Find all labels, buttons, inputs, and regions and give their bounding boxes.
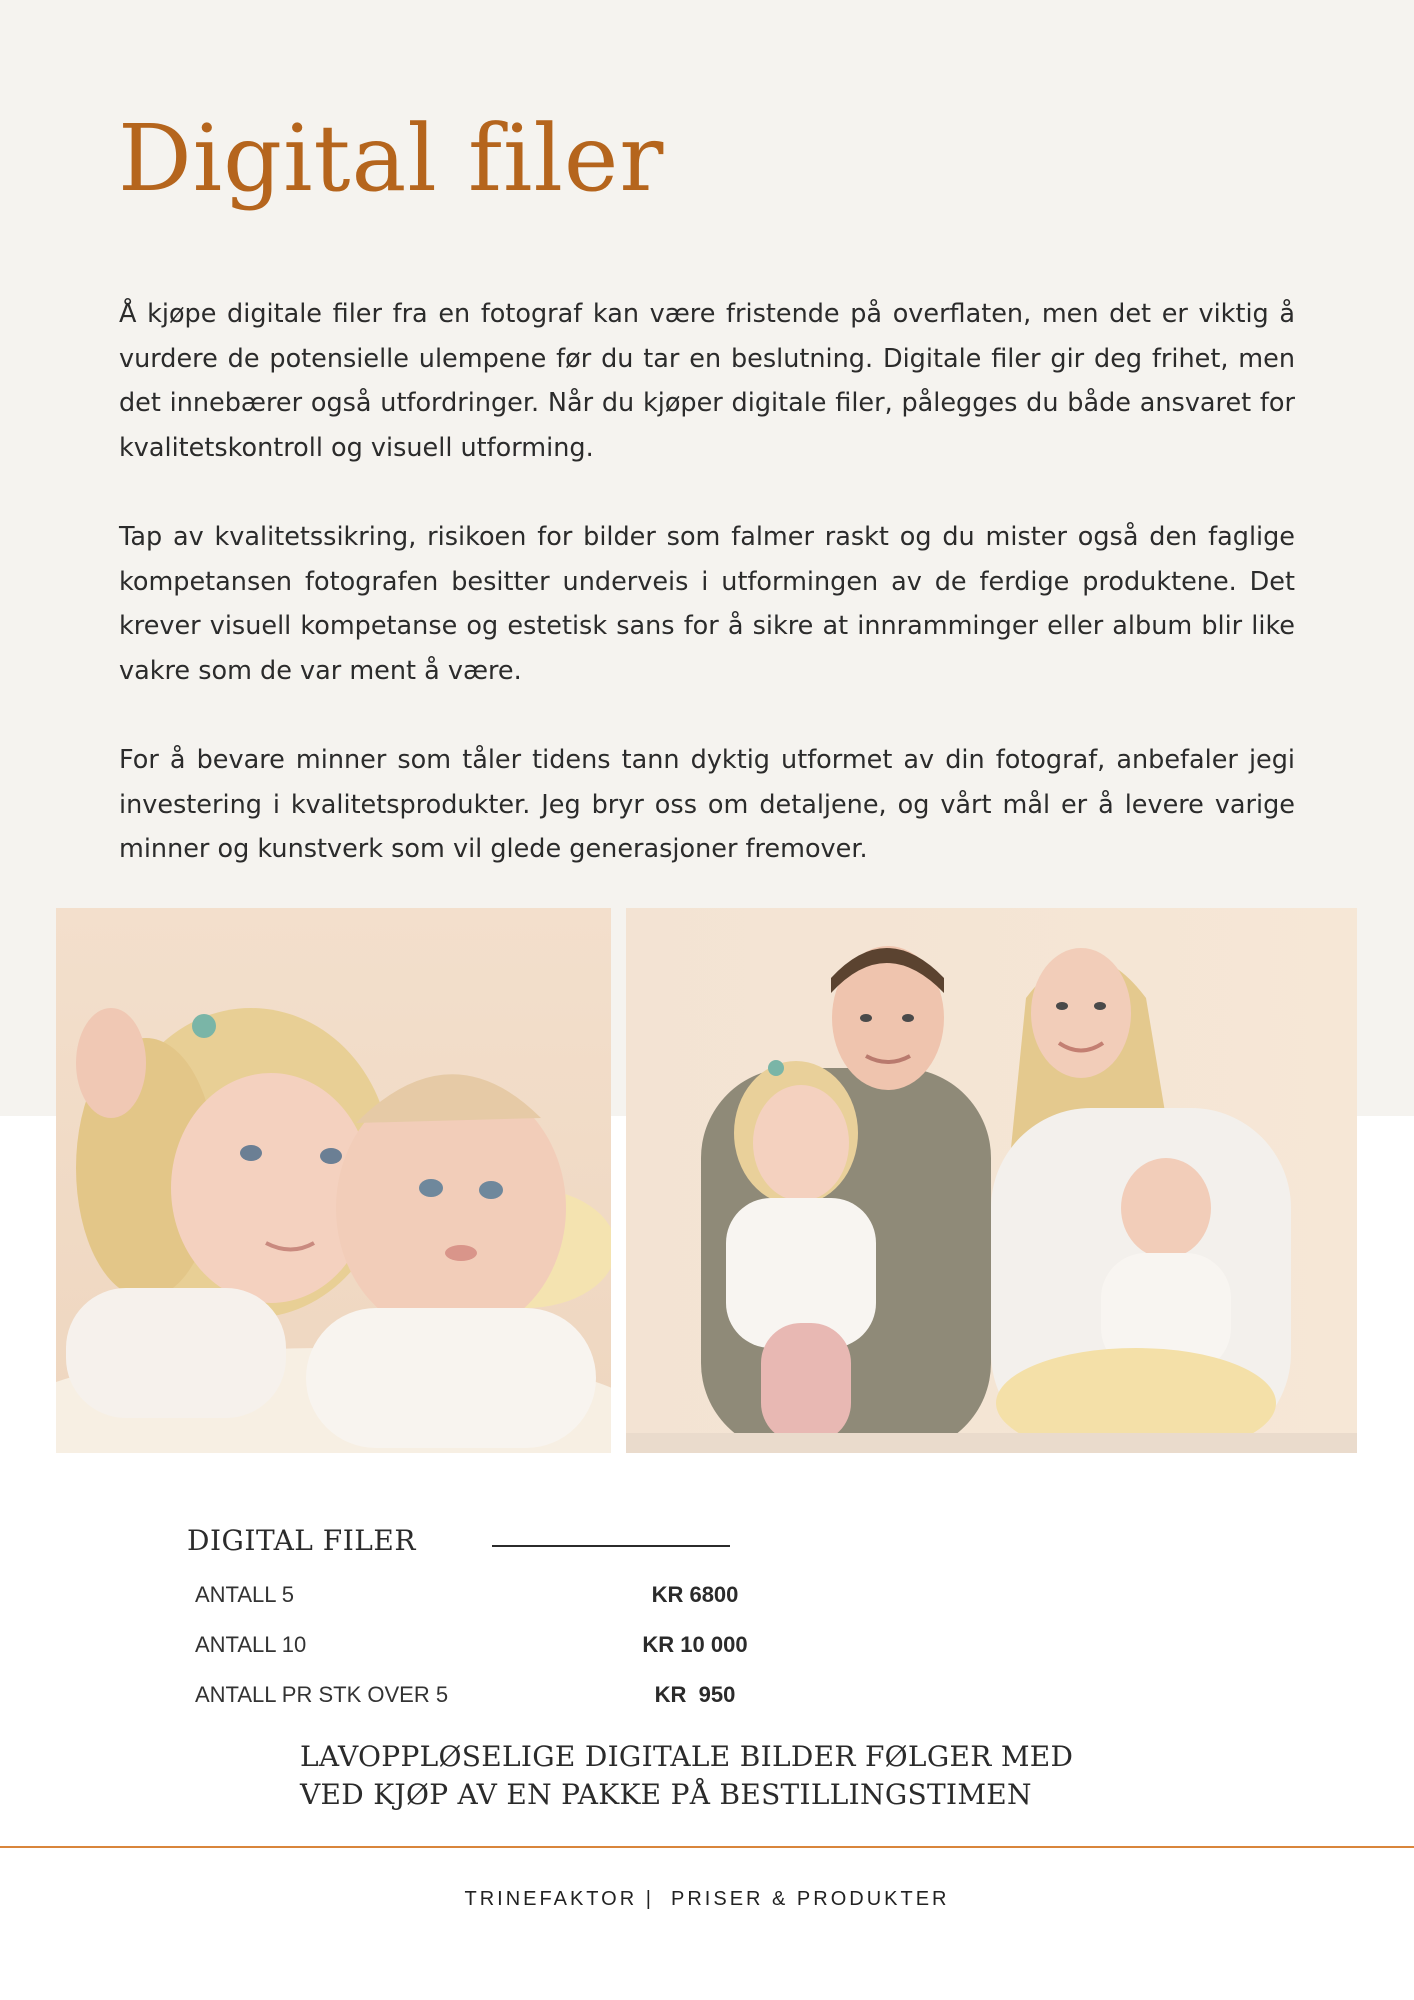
price-row [0,1582,1414,1618]
price-list-divider [492,1545,730,1547]
paragraph-2: Tap av kvalitetssikring, risikoen for bilder som falmer raskt og du mister også den faglige kompetansen fotografen besitter underveis i utformingen av de ferdige produktene. Det krever visuell kompetanse og estetisk sans for å sikre at innramminger eller album blir like vakre som de var ment å være. [119,522,1295,686]
price-row-value: KR 10 000 [642,1632,748,1657]
price-row [0,1632,1414,1668]
package-note-line-2: VED KJØP AV EN PAKKE PÅ BESTILLINGSTIMEN [300,1778,1032,1811]
price-row-value: KR 950 [654,1682,736,1707]
page-title: Digital filer [118,105,665,212]
price-row-label: ANTALL 5 [195,1582,295,1607]
body-text [119,292,1295,917]
price-list-title: DIGITAL FILER [187,1524,416,1557]
price-row-value: KR 6800 [651,1582,739,1607]
price-row [0,1682,1414,1718]
paragraph-3: For å bevare minner som tåler tidens tann dyktig utformet av din fotograf, anbefaler jegi investering i kvalitetsprodukter. Jeg bryr oss om detaljene, og vårt mål er å levere varige minner og kunstverk som vil glede generasjoner fremover. [119,745,1295,864]
footer-divider [0,1846,1414,1848]
photo-children [56,908,611,1453]
package-note-line-1: LAVOPPLØSELIGE DIGITALE BILDER FØLGER MED [300,1740,1074,1773]
paragraph-1: Å kjøpe digitale filer fra en fotograf kan være fristende på overflaten, men det er viktig å vurdere de potensielle ulempene før du tar en beslutning. Digitale filer gir deg frihet, men det innebærer også utfordringer. Når du kjøper digitale filer, pålegges du både ansvaret for kvalitetskontroll og visuell utforming. [119,299,1295,463]
price-row-label: ANTALL PR STK OVER 5 [195,1682,449,1707]
price-row-label: ANTALL 10 [195,1632,307,1657]
package-note [300,1738,1120,1814]
photo-family [626,908,1357,1453]
footer-text: TRINEFAKTOR | PRISER & PRODUKTER [464,1888,950,1910]
photo-family-illustration [626,908,1357,1453]
photo-children-illustration [56,908,611,1453]
